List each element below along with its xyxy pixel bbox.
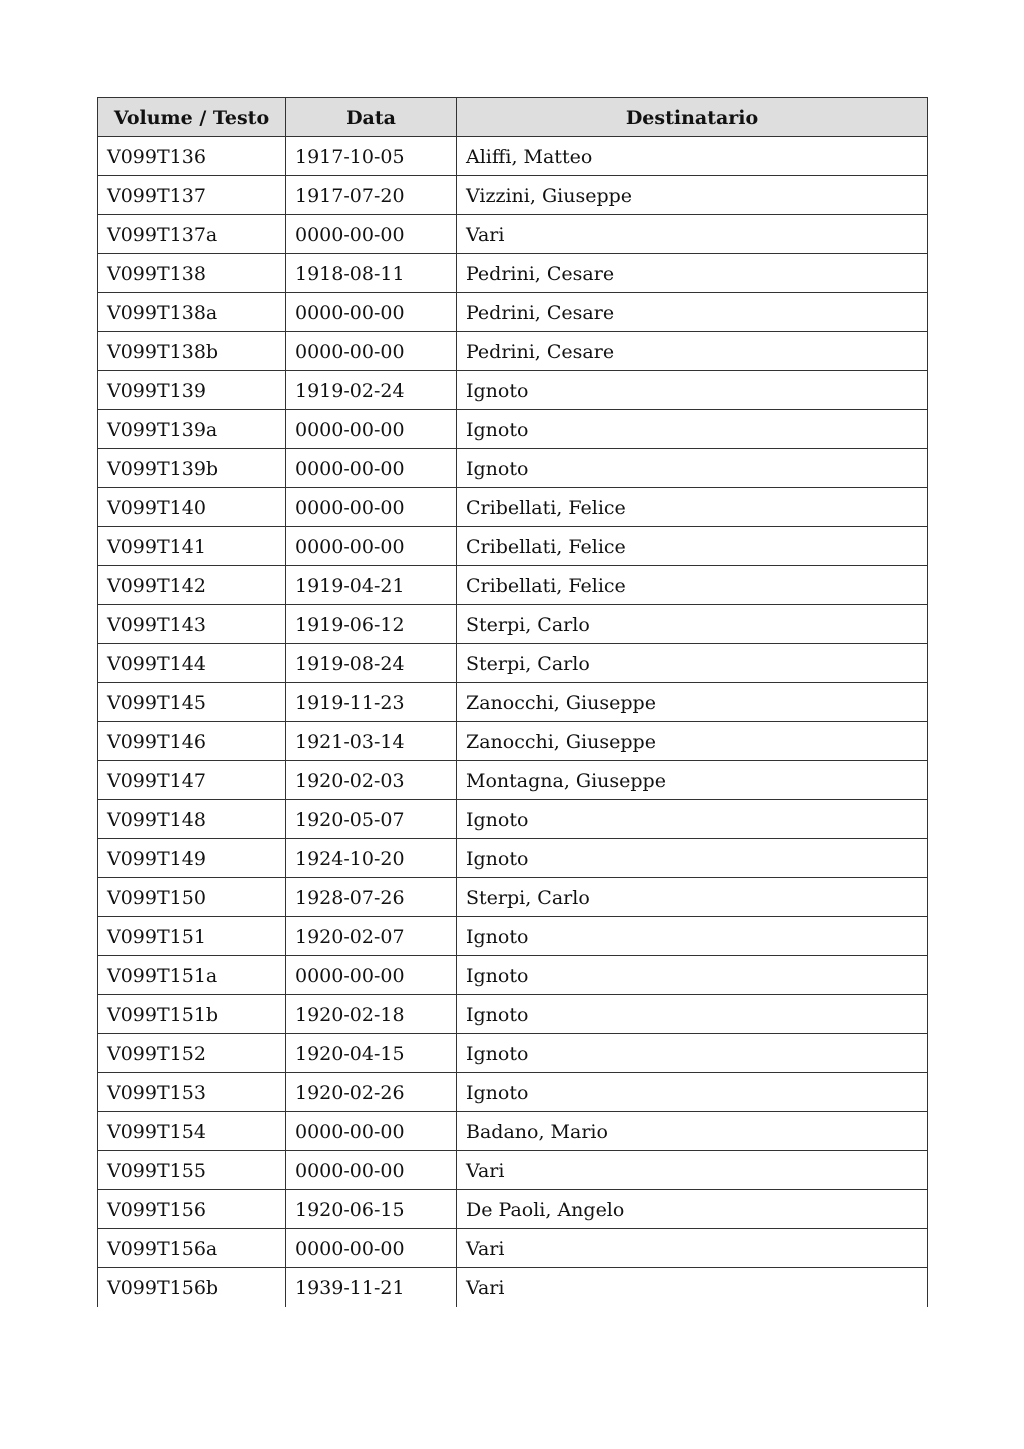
table-row <box>98 488 928 527</box>
cell-data: 0000-00-00 <box>286 1229 457 1268</box>
cell-data: 1919-02-24 <box>286 371 457 410</box>
cell-data: 0000-00-00 <box>286 1112 457 1151</box>
cell-data: 1920-02-03 <box>286 761 457 800</box>
cell-volume-testo: V099T145 <box>98 683 286 722</box>
cell-data: 1920-02-07 <box>286 917 457 956</box>
table-row <box>98 1034 928 1073</box>
cell-volume-testo: V099T151a <box>98 956 286 995</box>
table-row <box>98 878 928 917</box>
table-row <box>98 137 928 176</box>
table-row <box>98 1229 928 1268</box>
letters-table <box>97 97 928 1307</box>
cell-data: 1920-02-18 <box>286 995 457 1034</box>
table-body <box>98 137 928 1307</box>
cell-volume-testo: V099T139 <box>98 371 286 410</box>
cell-destinatario: Ignoto <box>457 449 928 488</box>
cell-destinatario: Vari <box>457 215 928 254</box>
cell-data: 0000-00-00 <box>286 293 457 332</box>
cell-data: 0000-00-00 <box>286 449 457 488</box>
cell-volume-testo: V099T156 <box>98 1190 286 1229</box>
table-row <box>98 917 928 956</box>
cell-destinatario: Pedrini, Cesare <box>457 332 928 371</box>
table-row <box>98 215 928 254</box>
cell-data: 0000-00-00 <box>286 332 457 371</box>
cell-volume-testo: V099T138 <box>98 254 286 293</box>
cell-destinatario: Ignoto <box>457 410 928 449</box>
cell-destinatario: Vari <box>457 1268 928 1307</box>
cell-destinatario: Cribellati, Felice <box>457 488 928 527</box>
cell-destinatario: Ignoto <box>457 371 928 410</box>
cell-destinatario: Cribellati, Felice <box>457 566 928 605</box>
table-row <box>98 800 928 839</box>
table-row <box>98 410 928 449</box>
table-row <box>98 956 928 995</box>
table-row <box>98 761 928 800</box>
table-row <box>98 839 928 878</box>
cell-volume-testo: V099T141 <box>98 527 286 566</box>
cell-data: 1917-10-05 <box>286 137 457 176</box>
cell-data: 1924-10-20 <box>286 839 457 878</box>
table-row <box>98 1268 928 1307</box>
cell-destinatario: Pedrini, Cesare <box>457 254 928 293</box>
cell-volume-testo: V099T137a <box>98 215 286 254</box>
table-row <box>98 1190 928 1229</box>
cell-volume-testo: V099T137 <box>98 176 286 215</box>
cell-volume-testo: V099T139a <box>98 410 286 449</box>
cell-destinatario: Vizzini, Giuseppe <box>457 176 928 215</box>
cell-data: 0000-00-00 <box>286 410 457 449</box>
table-row <box>98 1151 928 1190</box>
cell-volume-testo: V099T143 <box>98 605 286 644</box>
cell-volume-testo: V099T142 <box>98 566 286 605</box>
cell-destinatario: Sterpi, Carlo <box>457 605 928 644</box>
cell-volume-testo: V099T148 <box>98 800 286 839</box>
table-row <box>98 254 928 293</box>
table-row <box>98 722 928 761</box>
cell-volume-testo: V099T156b <box>98 1268 286 1307</box>
table-row <box>98 176 928 215</box>
cell-data: 0000-00-00 <box>286 956 457 995</box>
header-row <box>98 98 928 137</box>
cell-volume-testo: V099T146 <box>98 722 286 761</box>
cell-destinatario: Ignoto <box>457 1073 928 1112</box>
table-row <box>98 605 928 644</box>
cell-destinatario: Aliffi, Matteo <box>457 137 928 176</box>
cell-data: 1919-04-21 <box>286 566 457 605</box>
table-row <box>98 371 928 410</box>
table-row <box>98 449 928 488</box>
cell-destinatario: Ignoto <box>457 917 928 956</box>
cell-volume-testo: V099T147 <box>98 761 286 800</box>
cell-destinatario: Ignoto <box>457 995 928 1034</box>
cell-destinatario: Ignoto <box>457 956 928 995</box>
table-row <box>98 1112 928 1151</box>
table-row <box>98 293 928 332</box>
cell-volume-testo: V099T151 <box>98 917 286 956</box>
cell-destinatario: Zanocchi, Giuseppe <box>457 722 928 761</box>
cell-volume-testo: V099T136 <box>98 137 286 176</box>
table-row <box>98 1073 928 1112</box>
cell-destinatario: Vari <box>457 1229 928 1268</box>
cell-data: 1919-08-24 <box>286 644 457 683</box>
cell-data: 1920-05-07 <box>286 800 457 839</box>
cell-data: 0000-00-00 <box>286 488 457 527</box>
cell-volume-testo: V099T138a <box>98 293 286 332</box>
cell-destinatario: Sterpi, Carlo <box>457 644 928 683</box>
table-row <box>98 683 928 722</box>
table-row <box>98 995 928 1034</box>
cell-volume-testo: V099T151b <box>98 995 286 1034</box>
cell-volume-testo: V099T150 <box>98 878 286 917</box>
cell-destinatario: Vari <box>457 1151 928 1190</box>
cell-volume-testo: V099T144 <box>98 644 286 683</box>
cell-data: 1919-06-12 <box>286 605 457 644</box>
header-data: Data <box>286 98 457 137</box>
cell-data: 1920-02-26 <box>286 1073 457 1112</box>
cell-volume-testo: V099T154 <box>98 1112 286 1151</box>
cell-volume-testo: V099T152 <box>98 1034 286 1073</box>
cell-volume-testo: V099T139b <box>98 449 286 488</box>
cell-volume-testo: V099T156a <box>98 1229 286 1268</box>
cell-data: 1920-06-15 <box>286 1190 457 1229</box>
cell-destinatario: Montagna, Giuseppe <box>457 761 928 800</box>
cell-destinatario: Badano, Mario <box>457 1112 928 1151</box>
cell-destinatario: De Paoli, Angelo <box>457 1190 928 1229</box>
header-destinatario: Destinatario <box>457 98 928 137</box>
header-volume-testo: Volume / Testo <box>98 98 286 137</box>
cell-data: 1917-07-20 <box>286 176 457 215</box>
cell-data: 0000-00-00 <box>286 1151 457 1190</box>
cell-volume-testo: V099T138b <box>98 332 286 371</box>
cell-data: 1919-11-23 <box>286 683 457 722</box>
cell-destinatario: Ignoto <box>457 800 928 839</box>
cell-data: 1928-07-26 <box>286 878 457 917</box>
cell-destinatario: Ignoto <box>457 839 928 878</box>
table-row <box>98 566 928 605</box>
table-row <box>98 332 928 371</box>
table-header <box>98 98 928 137</box>
cell-destinatario: Sterpi, Carlo <box>457 878 928 917</box>
cell-destinatario: Pedrini, Cesare <box>457 293 928 332</box>
table-row <box>98 527 928 566</box>
cell-data: 0000-00-00 <box>286 215 457 254</box>
cell-volume-testo: V099T149 <box>98 839 286 878</box>
cell-destinatario: Ignoto <box>457 1034 928 1073</box>
cell-destinatario: Zanocchi, Giuseppe <box>457 683 928 722</box>
cell-data: 1918-08-11 <box>286 254 457 293</box>
cell-volume-testo: V099T155 <box>98 1151 286 1190</box>
cell-data: 0000-00-00 <box>286 527 457 566</box>
cell-data: 1921-03-14 <box>286 722 457 761</box>
cell-data: 1939-11-21 <box>286 1268 457 1307</box>
cell-destinatario: Cribellati, Felice <box>457 527 928 566</box>
cell-data: 1920-04-15 <box>286 1034 457 1073</box>
cell-volume-testo: V099T153 <box>98 1073 286 1112</box>
table-row <box>98 644 928 683</box>
cell-volume-testo: V099T140 <box>98 488 286 527</box>
